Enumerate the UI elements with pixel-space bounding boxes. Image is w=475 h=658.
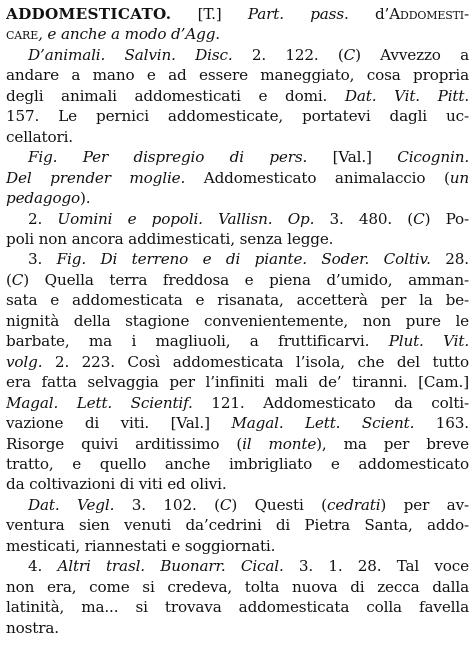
- entry-text: Cicognin.: [397, 148, 469, 167]
- entry-text: nostra.: [6, 618, 59, 637]
- entry-text: sata e addomesticata e risanata, accetterà per la be-: [6, 291, 469, 310]
- entry-text: ) Po-: [424, 209, 469, 228]
- entry-text: 121. Addomesticato da colti-: [192, 393, 469, 412]
- entry-line: [6, 4, 469, 24]
- entry-text: Plut. Vit.: [388, 332, 469, 351]
- entry-text: degli animali addomesticati e domi.: [6, 86, 345, 105]
- entry-text: mesticati, riannestati e soggiornati.: [6, 536, 276, 555]
- entry-text: il monte: [242, 434, 317, 453]
- entry-text: C: [219, 495, 232, 514]
- entry-text: d’: [348, 5, 390, 23]
- entry-text: 157. Le pernici addomesticate, portatevi dagli uc-: [6, 107, 469, 126]
- entry-text: Part. pass.: [247, 5, 349, 23]
- entry-text: non era, come si credeva, tolta nuova di zecca dalla: [6, 577, 469, 596]
- entry-text: Agg.: [185, 25, 220, 44]
- entry-text: barbate, ma i magliuoli, a fruttificarvi.: [6, 332, 389, 351]
- entry-text: Addomesticato animalaccio (: [185, 168, 450, 187]
- entry-line: [6, 393, 469, 413]
- entry-text: ventura sien venuti da’cedrini di Pietra Santa, addo-: [6, 516, 469, 535]
- entry-text: ) Quella terra freddosa e piena d’umido, amman-: [23, 270, 469, 289]
- entry-text: era fatta selvaggia per l’infiniti mali de’ tiranni. [Cam.]: [6, 373, 469, 392]
- entry-line: [6, 536, 469, 556]
- entry-line: [6, 147, 469, 167]
- entry-text: Dat. Vit. Pitt.: [344, 86, 469, 105]
- entry-line: [6, 24, 469, 44]
- entry-line: [6, 597, 469, 617]
- entry-line: [6, 454, 469, 474]
- entry-text: Magal. Lett. Scient.: [231, 414, 415, 433]
- entry-text: care: [6, 25, 39, 44]
- entry-text: Dat. Vegl.: [28, 495, 115, 514]
- entry-line: [6, 188, 469, 208]
- entry-text: Altri trasl. Buonarr. Cical.: [57, 557, 284, 576]
- entry-text: Magal. Lett. Scientif.: [6, 393, 193, 412]
- entry-text: 3. 480. (: [314, 209, 414, 228]
- entry-text: Uomini e popoli. Vallisn. Op.: [57, 209, 315, 228]
- entry-text: cellatori.: [6, 127, 73, 146]
- entry-text: Fig. Di terreno e di piante. Soder. Coltiv.: [56, 250, 431, 269]
- entry-line: [6, 311, 469, 331]
- entry-text: 3. 1. 28. Tal voce: [283, 557, 469, 576]
- entry-line: [6, 127, 469, 147]
- entry-line: [6, 209, 469, 229]
- entry-line: [6, 86, 469, 106]
- entry-line: [6, 372, 469, 392]
- entry-line: [6, 434, 469, 454]
- entry-text: C: [11, 270, 24, 289]
- entry-text: C: [413, 209, 425, 228]
- entry-line: [6, 556, 469, 576]
- entry-line: [6, 331, 469, 351]
- entry-line: [6, 290, 469, 310]
- entry-text: ) per av-: [380, 495, 469, 514]
- entry-line: [6, 106, 469, 126]
- entry-text: tratto, e quello anche imbrigliato e addomesticato: [6, 454, 469, 473]
- entry-line: [6, 65, 469, 85]
- entry-line: [6, 515, 469, 535]
- entry-text: , e anche a modo d’: [38, 25, 186, 44]
- entry-text: vazione di viti. [Val.]: [6, 414, 232, 433]
- entry-text: nignità della stagione convenientemente, non pure le: [6, 311, 469, 330]
- entry-line: [6, 577, 469, 597]
- entry-line: [6, 618, 469, 638]
- entry-text: 3.: [28, 250, 57, 269]
- entry-text: C: [343, 45, 356, 64]
- entry-line: [6, 45, 469, 65]
- headword: ADDOMESTICATO.: [6, 5, 172, 23]
- entry-line: [6, 495, 469, 515]
- entry-line: [6, 229, 469, 249]
- entry-text: 2. 223. Così addomesticata l’isola, che del tutto: [42, 352, 469, 371]
- entry-text: 28.: [430, 250, 469, 269]
- entry-text: un: [449, 168, 469, 187]
- entry-text: Risorge quivi arditissimo (: [6, 434, 243, 453]
- entry-text: Del prender moglie.: [6, 168, 186, 187]
- entry-text: Addomesti-: [389, 5, 469, 23]
- entry-text: cedrati: [326, 495, 381, 514]
- entry-line: [6, 413, 469, 433]
- entry-text: ), ma per breve: [316, 434, 469, 453]
- entry-text: [T.]: [171, 5, 248, 23]
- entry-text: ) Questi (: [231, 495, 327, 514]
- entry-text: da coltivazioni di viti ed olivi.: [6, 475, 227, 494]
- entry-text: 2.: [28, 209, 58, 228]
- entry-text: [Val.]: [307, 148, 398, 167]
- entry-line: [6, 168, 469, 188]
- entry-text: 4.: [28, 557, 58, 576]
- dictionary-entry: [6, 4, 469, 638]
- entry-line: [6, 249, 469, 269]
- entry-text: poli non ancora addimesticati, senza legge.: [6, 229, 334, 248]
- entry-text: 2. 122. (: [232, 45, 344, 64]
- entry-text: volg.: [6, 352, 43, 371]
- entry-line: [6, 474, 469, 494]
- entry-text: ) Avvezzo a: [355, 45, 469, 64]
- entry-line: [6, 270, 469, 290]
- entry-text: (: [6, 270, 12, 289]
- entry-text: pedagogo: [6, 189, 81, 208]
- entry-text: andare a mano e ad essere maneggiato, cosa propria: [6, 66, 469, 85]
- entry-line: [6, 352, 469, 372]
- entry-text: 3. 102. (: [114, 495, 220, 514]
- entry-text: D’animali. Salvin. Disc.: [28, 45, 233, 64]
- entry-text: latinità, ma... si trovava addomesticata colla favella: [6, 598, 469, 617]
- entry-text: Fig. Per dispregio di pers.: [28, 148, 308, 167]
- entry-text: 163.: [414, 414, 469, 433]
- entry-text: ).: [80, 189, 91, 208]
